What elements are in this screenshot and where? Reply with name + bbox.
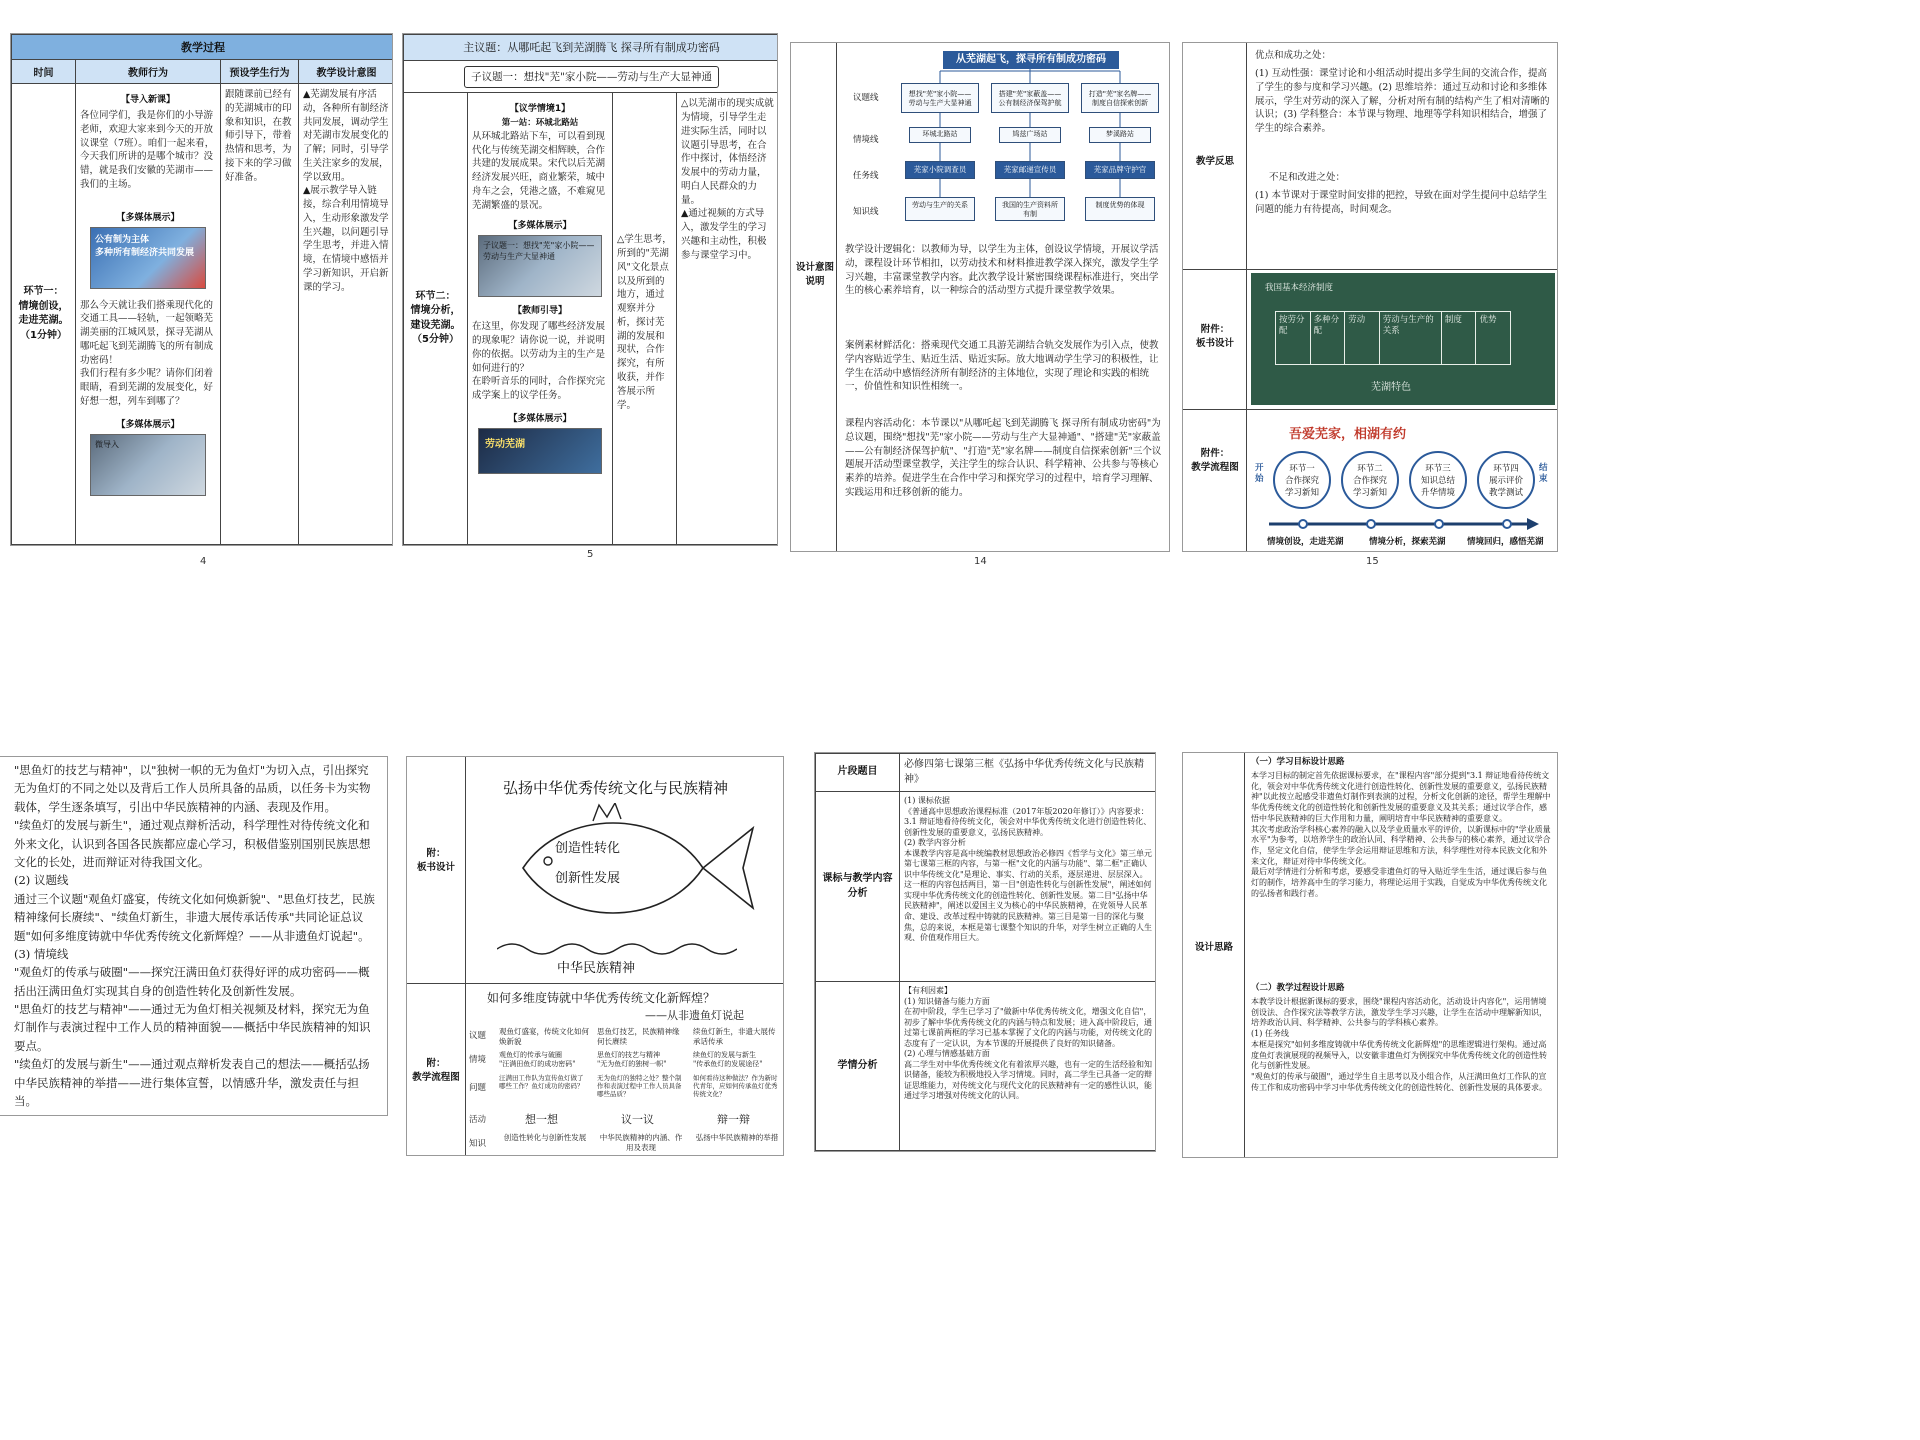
stop-name: 第一站：环城北路站: [501, 118, 579, 129]
board-label: 附件： 板书设计: [1195, 324, 1234, 349]
page-number: 5: [587, 549, 594, 560]
flow-question: 汪满田工作队为宣传鱼灯做了哪些工作？鱼灯成功的密码？: [499, 1074, 584, 1090]
scene-box: 环城北路站: [909, 127, 971, 143]
board-cell: 制度: [1442, 312, 1477, 364]
flow-activity: 议一议: [621, 1113, 654, 1126]
flow-start: 开始: [1255, 463, 1264, 485]
col-header-time: 时间: [12, 60, 76, 84]
page-4: [10, 33, 393, 546]
time-cell: 环节二： 情境分析， 建设芜湖。 （5分钟）: [404, 93, 468, 545]
flow-activity: 想一想: [525, 1113, 558, 1126]
topic-box: 打造"芜"家名牌——制度自信探索创新: [1081, 83, 1159, 113]
board-cell: 劳动与生产的关系: [1380, 312, 1442, 364]
analysis-label: 课标与教学内容分析: [816, 792, 900, 982]
intent-cell: △以芜湖市的现实成就为情境，引导学生走进实际生活，同时以议题引导思考，在合作中探讨，体悟经济发展中的劳动力量，明白人民群众的力量。 ▲通过视频的方式导入，激发学生的学习兴趣和主动性，积极参与课堂学习中。: [677, 93, 779, 545]
flow-knowledge: 创造性转化与创新性发展: [503, 1133, 587, 1142]
media-label: 【多媒体展示】: [508, 413, 572, 424]
title-label: 片段题目: [816, 754, 900, 792]
fish-item: 创造性转化: [555, 841, 621, 856]
teacher-intro: 各位同学们，我是你们的小导游老师，欢迎大家来到今天的开放议课堂（7班）。咱们一起来看，今天我们所讲的是哪个城市？没错，就是我们安徽的芜湖市——我们的主场。: [80, 110, 215, 190]
lesson-title: 必修四第七课第三框《弘扬中华优秀传统文化与民族精神》: [900, 754, 1157, 792]
knowledge-box: 我国的生产资料所有制: [995, 197, 1065, 221]
media-label: 【多媒体展示】: [508, 221, 572, 232]
flow-scene: 思鱼灯的技艺与精神 "无为鱼灯的独树一帜": [597, 1051, 667, 1069]
page-design-ideas: [1182, 752, 1558, 1158]
media-label: 【多媒体展示】: [116, 419, 180, 430]
flow-title: 如何多维度铸就中华优秀传统文化新辉煌？: [487, 991, 716, 1005]
board-title: 我国基本经济制度: [1265, 283, 1334, 293]
col-header-student: 预设学生行为: [221, 60, 299, 84]
intent-cell: ▲芜湖发展有序活动，各种所有制经济共同发展，调动学生对芜湖市发展变化的了解；同时，引导学生关注家乡的发展，学以致用。 ▲展示教学导入链接，综合利用情境导入，生动形象激发学生兴趣，以问题引导学生思考，并进入情境，在情境中感悟并学习新知识，开启新课的学习。: [299, 84, 394, 545]
flow-title: 吾爱芜家，相湖有约: [1289, 427, 1407, 442]
col-header-teacher: 教师行为: [76, 60, 221, 84]
design-body-1: 本学习目标的制定首先依据课标要求，在"课程内容"部分提到"3.1 辩证地看待传统文化，领会对中华优秀传统文化进行创造性转化、创新性发展的重要意义，弘扬民族精神"以此按立起感受非遗鱼灯制作到表演的过程，分析文化创新的途径，帮学生理解中华优秀传统文化的创造性转化和创新性发展的重要意义及其关系；通过议学合作，感悟中华民族精神的巨大作用和力量，阐明培育中华民族精神的重要意义。 其次考虑政治学科核心素养的融入以及学业质量水平的评价，以新课标中的"学业质量水平"为参考，以培养学生的政治认同、科学精神、公共参与的核心素养，通过议学合作，坚定文化自信，使学生学会运用辩证思维和方法，科学理性对待本民族文化和外来文化，辩证对待中华传统文化。 最后对学情进行分析和考虑，要感受非遗鱼灯的导入贴近学生生活，通过课后参与鱼灯的制作，培养高中生的学习能力，将理论运用于实践，自觉成为中华优秀传统文化的弘扬者和践行者。: [1251, 771, 1551, 898]
knowledge-box: 劳动与生产的关系: [905, 197, 975, 221]
page-number: 15: [1366, 556, 1379, 567]
media-label: 【多媒体展示】: [116, 212, 180, 223]
page-number: 14: [974, 556, 987, 567]
page-15: [1182, 42, 1558, 552]
page-number: 4: [200, 556, 207, 567]
row-label: 知识线: [853, 207, 879, 217]
page-handwritten-text: [0, 756, 388, 1116]
flow-arrow: [1269, 515, 1539, 533]
media-image: 劳动芜湖: [478, 428, 602, 474]
flow-topic: 续鱼灯新生，非遗大展传承话传承: [693, 1027, 776, 1047]
design-label: 设计思路: [1194, 942, 1233, 953]
student-cell: 跟随课前已经有的芜湖城市的印象和知识，在教师引导下，带着热情和思考，为接下来的学习做好准备。: [221, 84, 299, 545]
reflection-weak-heading: 不足和改进之处：: [1269, 172, 1346, 183]
flow-subtitle: ——从非遗鱼灯说起: [645, 1009, 744, 1022]
handwritten-body: "思鱼灯的技艺与精神"，以"独树一帜的无为鱼灯"为切入点，引出探究无为鱼灯的不同之处以及背后工作人员所具备的品质，以任务卡为实物载体，学生逐条填写，引出中华民族精神的内涵、表现及作用。 "续鱼灯的发展与新生"，通过观点辩析活动，科学理性对待传统文化和外来文化，认识到各国各民族都应虚心学习，积极借鉴别国别民族思想文化的长处，进而辩证对待我国文化。 (2) 议题线 通过三个议题"观鱼灯盛宴，传统文化如何焕新貌"、"思鱼灯技艺，民族精神缘何长赓续"、"续鱼灯新生，非遗大展传承话传承"共同论证总议题"如何多维度铸就中华优秀传统文化新辉煌？——从非遗鱼灯说起"。 (3) 情境线 "观鱼灯的传承与破圈"——探究汪满田鱼灯获得好评的成功密码——概括出汪满田鱼灯实现其自身的创造性转化及创新性发展。 "思鱼灯的技艺与精神"——通过无为鱼灯相关视频及材料，探究无为鱼灯制作与表演过程中工作人员的精神面貌——概括中华民族精神的知识要点。 "续鱼灯的发展与新生"——通过观点辩析发表自己的想法——概括弘扬中华民族精神的举措——进行集体宣誓，以情感升华，激发责任与担当。: [14, 763, 375, 1109]
design-para-2: 案例素材鲜活化：搭乘现代交通工具游芜湖结合轨交发展作为引入点，使教学内容贴近学生、贴近生活、贴近实际。放大地调动学生学习的积极性，让学生在活动中感悟经济所有制经济的主体地位，实现了理论和实践的相统一，价值性和知识性相统一。: [845, 340, 1159, 393]
flow-stage: 情境分析，探索芜湖: [1369, 537, 1446, 547]
flow-question: 无为鱼灯的独特之处？整个制作和表演过程中工作人员具备哪些品质？: [597, 1074, 682, 1098]
flow-stage: 情境回归，感悟芜湖: [1467, 537, 1544, 547]
board-label: 附： 板书设计: [416, 848, 455, 873]
design-para-1: 教学设计逻辑化：以教师为导，以学生为主体，创设议学情境，开展议学活动，课程设计环节相扣，以劳动技术和材料推进教学深入探究，激发学生学习兴趣，丰富课堂教学内容。此次教学设计紧密围绕课程标准进行，突出学生的核心素养培育，以一种综合的活动型方式提升课堂教学效果。: [845, 244, 1159, 297]
row-label: 情境线: [853, 135, 879, 145]
student-cell: △学生思考，所到的"芜湖风"文化景点以及所到的地方，通过观察并分析，探讨芜湖的发展和现状，合作探究，有所收获，并作答展示所学。: [613, 93, 677, 545]
page-analysis: [814, 752, 1156, 1152]
flow-knowledge: 弘扬中华民族精神的举措: [695, 1133, 779, 1142]
task-box: 芜家品牌守护官: [1085, 161, 1155, 179]
board-cell: 按劳分配: [1276, 312, 1311, 364]
board-bottom: 芜湖特色: [1371, 382, 1411, 393]
flow-row-label: 情境: [469, 1055, 487, 1065]
design-heading-1: （一）学习目标设计思路: [1251, 757, 1345, 767]
topic-box: 想找"芜"家小院——劳动与生产大显神通: [901, 83, 979, 113]
section-title: 【议学情境1】: [509, 104, 571, 115]
chalkboard-photo: [1251, 273, 1555, 405]
flow-label: 附： 教学流程图: [412, 1058, 460, 1083]
flow-row-label: 议题: [469, 1031, 487, 1041]
flow-scene: 观鱼灯的传承与破圈 "汪满田鱼灯的成功密码": [499, 1051, 576, 1069]
design-para-3: 课程内容活动化：本节课以"从哪吒起飞到芜湖腾飞 探寻所有制成功密码"为总议题，围绕"想找"芜"家小院——劳动与生产大显神通"、"搭建"芜"家蔽盖——公有制经济保驾护航"、"打造"芜"家名牌——制度自信探索创新"三个议题展开活动型课堂教学，关注学生的综合认识、科学精神、公共参与等核心素养的培养。促进学生在合作中学习和探究学习的过程中，培育学习理解、实践运用和迁移创新的能力。: [845, 418, 1162, 498]
page-board-flow: [406, 756, 784, 1156]
table-title: 教学过程: [12, 35, 394, 60]
board-title: 弘扬中华优秀传统文化与民族精神: [503, 779, 729, 797]
student-label: 学情分析: [816, 982, 900, 1151]
teacher-p1: 从环城北路站下车，可以看到现代化与传统芜湖交相辉映，合作共建的发展成果。宋代以后芜湖经济发展兴旺，商业繁荣，城中舟车之会，凭港之盛，不难窥见芜湖繁盛的景况。: [472, 130, 606, 211]
flow-step: 环节二 合作探究 学习新知: [1341, 451, 1399, 509]
flow-activity: 辩一辩: [717, 1113, 750, 1126]
flow-step: 环节三 知识总结 升华情境: [1409, 451, 1467, 509]
page-5: [402, 33, 778, 546]
flow-knowledge: 中华民族精神的内涵、作用及表现: [599, 1133, 683, 1153]
design-body-2: 本教学设计根据新课标的要求，围绕"课程内容活动化，活动设计内容化"，运用情境创设法、合作探究法等教学方法，激发学生学习兴趣，让学生在活动中理解新知识，培养政治认同、科学精神、公共参与的学科核心素养。 (1) 任务线 本框是探究"如何多维度铸就中华优秀传统文化新辉煌"的思维逻辑进行架构。通过高度鱼灯表演展现的视频导入，以安徽非遗鱼灯为例探究中华优秀传统文化的创造性转化与创新性发展。 "观鱼灯的传承与破圈"，通过学生自主思考以及小组合作，从汪满田鱼灯工作队的宣传工作和成功密码中学习中华优秀传统文化的创造性转化、创新性发展的具体要求。: [1251, 997, 1547, 1092]
theme-title: 主议题：从哪吒起飞到芜湖腾飞 探寻所有制成功密码: [404, 35, 779, 61]
flow-stage: 情境创设，走进芜湖: [1267, 537, 1344, 547]
row-label: 议题线: [853, 93, 879, 103]
reflection-heading: 优点和成功之处：: [1255, 50, 1332, 61]
flow-label: 附件： 教学流程图: [1191, 448, 1239, 473]
scene-box: 鸠兹广场站: [999, 127, 1061, 143]
reflection-strengths: (1) 互动性强：课堂讨论和小组活动时提出多学生间的交流合作，提高了学生的参与度和学习兴趣。(2) 思维培养：通过互动和讨论和多维体展示，学生对劳动的深入了解，分析对所有制的结构产生了相对清晰的认识；(3) 学科整合：本节课与物理、地理等学科知识相结合，增强了学生的综合素养。: [1255, 68, 1550, 135]
reflection-weaknesses: (1) 本节课对于课堂时间安排的把控，导致在面对学生提问中总结学生问题的能力有待提高，时间观念。: [1255, 190, 1547, 215]
section-title: 【教师引导】: [512, 306, 567, 317]
scene-box: 梦溪路站: [1089, 127, 1151, 143]
flow-topic: 思鱼灯技艺，民族精神缘何长赓续: [597, 1027, 680, 1047]
reflection-label: 教学反思: [1195, 156, 1234, 167]
page-14: [790, 42, 1170, 552]
flow-scene: 续鱼灯的发展与新生 "传承鱼灯的发展途径": [693, 1051, 763, 1069]
knowledge-box: 制度优势的体现: [1085, 197, 1155, 221]
col-header-intent: 教学设计意图: [299, 60, 394, 84]
flow-row-label: 问题: [469, 1083, 487, 1093]
diagram-title: 从芜湖起飞，探寻所有制成功密码: [943, 51, 1119, 69]
row-label: 设计意图 说明: [795, 262, 834, 287]
flow-topic: 观鱼灯盛宴，传统文化如何焕新貌: [499, 1027, 589, 1047]
topic-box: 搭建"芜"家蔽盖——公有制经济保驾护航: [991, 83, 1069, 113]
diagram-connectors: [837, 43, 1170, 233]
fish-base: 中华民族精神: [557, 961, 636, 976]
student-body: 【有利因素】 (1) 知识储备与能力方面 在初中阶段，学生已学习了"做新中华优秀传统文化，增强文化自信"，初步了解中华优秀传统文化的内涵与特点和发展；进入高中阶段后，通过第七课前两框的学习已基本掌握了文化的内涵与功能，对传统文化的态度有了一定认识，为本节课的开展提供了良好的知识储备。 (2) 心理与情感基础方面 高二学生对中华优秀传统文化有着浓厚兴趣，也有一定的生活经验和知识储备，能较为积极地投入学习情境。同时，高二学生已具备一定的辩证思维能力，对传统文化与现代文化的民族精神有一定的感性认识，能通过学习增强对传统文化的认同。: [900, 982, 1157, 1151]
media-image: 子议题一：想找"芜"家小院——劳动与生产大显神通: [478, 235, 602, 297]
task-box: 芜家邮递宣传员: [995, 161, 1065, 179]
flow-end: 结束: [1539, 463, 1548, 485]
sub-title: 子议题一：想找"芜"家小院——劳动与生产大显神通: [464, 66, 719, 88]
analysis-body: (1) 课标依据 《普通高中思想政治课程标准（2017年版2020年修订）》内容要求：3.1 辩证地看待传统文化，领会对中华优秀传统文化进行创造性转化、创新性发展的重要意义，弘扬民族精神。 (2) 教学内容分析 本课教学内容是高中统编教材思想政治必修四《哲学与文化》第三单元第七课第三框的内容，与第一框"文化的内涵与功能"、第二框"正确认识中华传统文化"是理论、事实、行动的关系，逐层递进、层层深入。 这一框的内容包括两目，第一目"创造性转化与创新性发展"，阐述如何实现中华优秀传统文化的创造性转化、创新性发展。第二目"弘扬中华民族精神"，阐述以爱国主义为核心的中华民族精神，在党领导人民革命、建设、改革过程中铸就的民族精神。第三目是第一目的深化与聚焦，总的来说，本框是第七课整个知识的升华，对学生树立正确的人生观、价值观作用巨大。: [900, 792, 1157, 982]
teacher-mid: 那么今天就让我们搭乘现代化的交通工具——轻轨，一起领略芜湖美丽的江城风景，探寻芜湖从哪吒起飞到芜湖腾飞的所有制成功密码！ 我们行程有多少呢？请你们闭着眼睛，看到芜湖的发展变化，好好想一想，列车到哪了？: [80, 299, 214, 407]
section-title: 【导入新课】: [120, 95, 175, 105]
row-label: 任务线: [853, 171, 879, 181]
media-image: 微导入: [90, 434, 206, 496]
teacher-p2: 在这里，你发现了哪些经济发展的现象呢？请你说一说，并说明你的依据。以劳动为主的生产是如何进行的？ 在聆听音乐的同时，合作探究完成学案上的议学任务。: [472, 321, 606, 402]
flow-row-label: 活动: [469, 1115, 487, 1125]
flow-question: 如何看待这种做法？作为新时代青年，应如何传承鱼灯优秀传统文化？: [693, 1074, 778, 1098]
fish-drawing: [503, 803, 763, 933]
board-cell: 劳动: [1345, 312, 1380, 364]
flow-row-label: 知识: [469, 1139, 487, 1149]
board-cell: 多种分配: [1311, 312, 1346, 364]
design-heading-2: （二）教学过程设计思路: [1251, 983, 1345, 993]
task-box: 芜家小院调查员: [905, 161, 975, 179]
fish-item: 创新性发展: [555, 871, 621, 886]
board-cell: 优势: [1479, 315, 1497, 325]
flow-step: 环节一 合作探究 学习新知: [1273, 451, 1331, 509]
time-cell: 环节一： 情境创设， 走进芜湖。 （1分钟）: [12, 84, 76, 545]
media-image: 公有制为主体 多种所有制经济共同发展: [90, 227, 206, 289]
flow-step: 环节四 展示评价 教学测试: [1477, 451, 1535, 509]
